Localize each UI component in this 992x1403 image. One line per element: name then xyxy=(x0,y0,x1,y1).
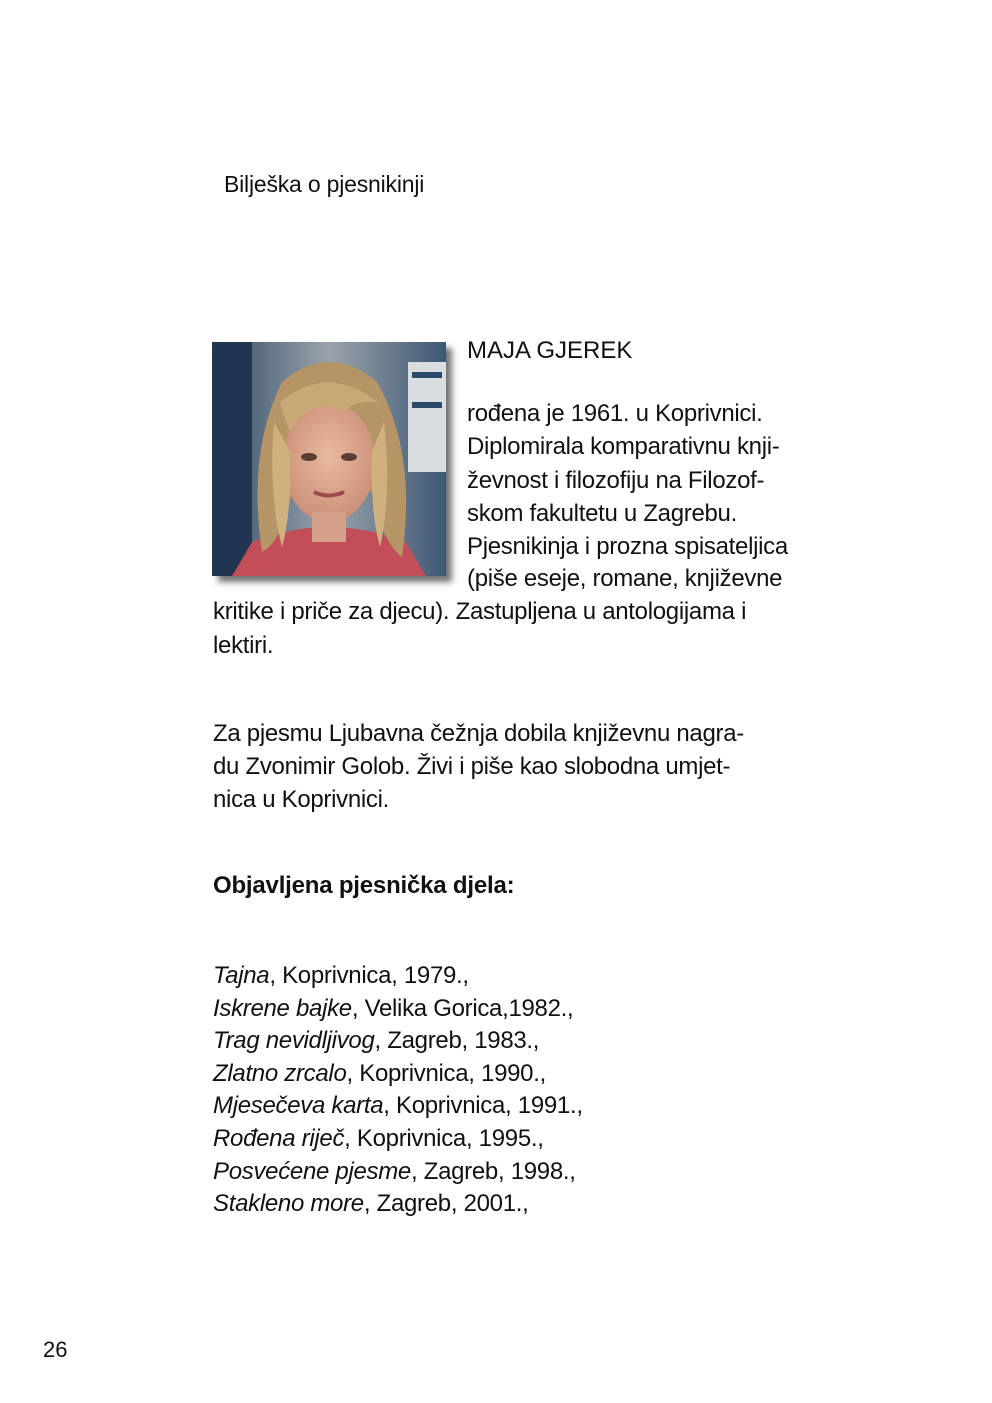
list-item xyxy=(213,1123,583,1156)
work-details: , Zagreb, 2001., xyxy=(363,1190,529,1218)
work-details: , Koprivnica, 1990., xyxy=(346,1059,546,1087)
bio-line: ževnost i filozofiju na Filozof- xyxy=(467,467,765,494)
works-heading: Objavljena pjesnička djela: xyxy=(213,872,515,899)
bio-line: rođena je 1961. u Koprivnici. xyxy=(467,400,763,427)
bio-line: (piše eseje, romane, književne xyxy=(467,565,783,592)
section-title: Bilješka o pjesnikinji xyxy=(224,171,425,197)
list-item xyxy=(213,960,583,993)
list-item xyxy=(213,1025,583,1058)
bio-line: skom fakultetu u Zagrebu. xyxy=(467,500,737,527)
work-title: Mjesečeva karta xyxy=(213,1092,384,1120)
bio-line: Pjesnikinja i prozna spisateljica xyxy=(467,533,788,560)
work-title: Stakleno more xyxy=(213,1190,364,1218)
list-item xyxy=(213,1058,583,1091)
work-title: Iskrene bajke xyxy=(213,994,352,1022)
work-title: Trag nevidljivog xyxy=(213,1027,375,1055)
portrait-photo-icon xyxy=(212,342,446,576)
award-line: du Zvonimir Golob. Živi i piše kao slobodna umjet- xyxy=(213,753,731,780)
work-details: , Zagreb, 1998., xyxy=(410,1157,576,1185)
bio-line: lektiri. xyxy=(213,632,274,659)
work-details: , Velika Gorica,1982., xyxy=(351,994,574,1022)
author-name: MAJA GJEREK xyxy=(467,337,633,364)
work-title: Rođena riječ xyxy=(213,1124,345,1152)
bio-line: Diplomirala komparativnu knji- xyxy=(467,433,780,460)
work-title: Zlatno zrcalo xyxy=(213,1059,347,1087)
work-details: , Koprivnica, 1991., xyxy=(383,1092,583,1120)
bio-line: kritike i priče za djecu). Zastupljena u antologijama i xyxy=(213,598,747,625)
work-details: , Koprivnica, 1979., xyxy=(269,962,469,989)
work-title: Tajna xyxy=(213,962,270,989)
author-photo xyxy=(212,342,446,576)
list-item xyxy=(213,1090,583,1123)
work-details: , Koprivnica, 1995., xyxy=(344,1124,544,1152)
list-item xyxy=(213,1188,583,1221)
award-line: Za pjesmu Ljubavna čežnja dobila književnu nagra- xyxy=(213,720,744,747)
works-list xyxy=(213,960,583,1221)
list-item xyxy=(213,993,583,1026)
list-item xyxy=(213,1156,583,1189)
work-details: , Zagreb, 1983., xyxy=(374,1027,540,1055)
page-number: 26 xyxy=(43,1337,68,1362)
work-title: Posvećene pjesme xyxy=(213,1157,411,1185)
award-line: nica u Koprivnici. xyxy=(213,786,390,813)
